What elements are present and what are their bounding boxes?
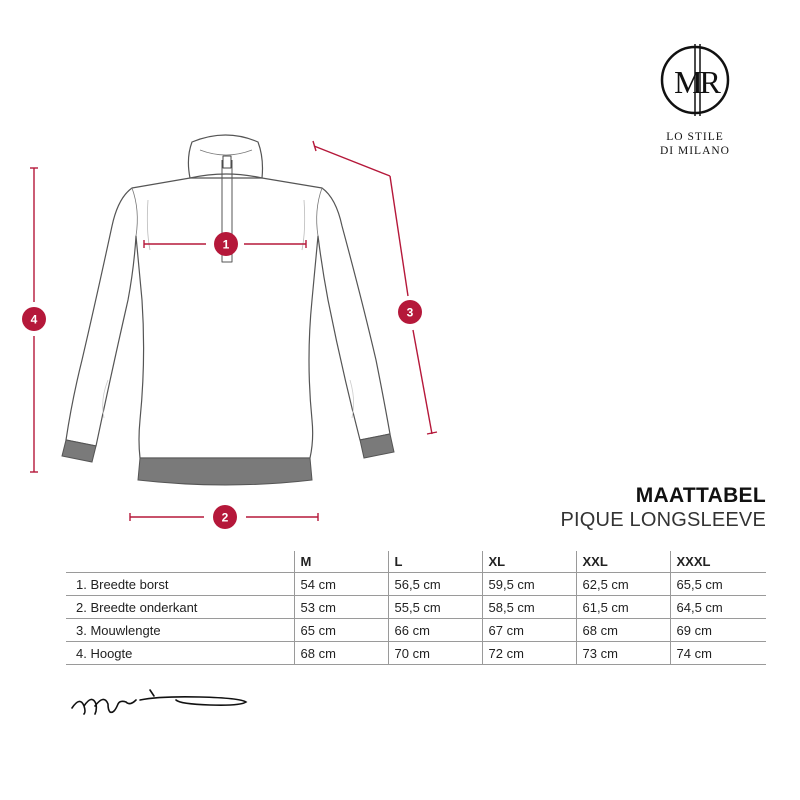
marker-2 xyxy=(213,505,237,529)
column-header: M xyxy=(294,551,388,573)
row-label: 3. Mouwlengte xyxy=(66,619,294,642)
row-label: 2. Breedte onderkant xyxy=(66,596,294,619)
table-cell: 56,5 cm xyxy=(388,573,482,596)
brand-logo xyxy=(662,44,728,116)
column-header: XXL xyxy=(576,551,670,573)
table-cell: 69 cm xyxy=(670,619,766,642)
table-cell: 66 cm xyxy=(388,619,482,642)
table-header-row xyxy=(66,551,766,573)
title-block xyxy=(561,484,767,532)
brand-line-1: LO STILE xyxy=(666,131,724,143)
size-table xyxy=(66,551,766,665)
table-cell: 64,5 cm xyxy=(670,596,766,619)
table-cell: 59,5 cm xyxy=(482,573,576,596)
table-row xyxy=(66,619,766,642)
column-header: L xyxy=(388,551,482,573)
brand-line-2: DI MILANO xyxy=(659,145,730,157)
table-cell: 61,5 cm xyxy=(576,596,670,619)
table-cell: 68 cm xyxy=(576,619,670,642)
table-cell: 53 cm xyxy=(294,596,388,619)
marker-4-label: 4 xyxy=(30,312,38,327)
signature xyxy=(72,690,246,714)
sweater-drawing xyxy=(66,135,390,458)
row-label: 4. Hoogte xyxy=(66,642,294,665)
hem-band xyxy=(138,458,312,485)
brand-monogram: MR xyxy=(674,64,718,100)
table-row xyxy=(66,573,766,596)
table-cell: 65 cm xyxy=(294,619,388,642)
table-cell: 73 cm xyxy=(576,642,670,665)
page-subtitle: PIQUE LONGSLEEVE xyxy=(560,509,766,531)
table-row xyxy=(66,642,766,665)
table-header-blank xyxy=(66,551,294,573)
table-cell: 55,5 cm xyxy=(388,596,482,619)
table-cell: 62,5 cm xyxy=(576,573,670,596)
table-cell: 68 cm xyxy=(294,642,388,665)
table-cell: 54 cm xyxy=(294,573,388,596)
marker-1-label: 1 xyxy=(222,237,230,252)
marker-4 xyxy=(22,307,46,331)
table-row xyxy=(66,596,766,619)
marker-3 xyxy=(398,300,422,324)
column-header: XL xyxy=(482,551,576,573)
marker-3-label: 3 xyxy=(406,305,414,320)
column-header: XXXL xyxy=(670,551,766,573)
page-title: MAATTABEL xyxy=(635,484,766,507)
row-label: 1. Breedte borst xyxy=(66,573,294,596)
table-cell: 58,5 cm xyxy=(482,596,576,619)
marker-1 xyxy=(214,232,238,256)
table-cell: 74 cm xyxy=(670,642,766,665)
marker-2-label: 2 xyxy=(221,510,229,525)
table-cell: 72 cm xyxy=(482,642,576,665)
table-cell: 65,5 cm xyxy=(670,573,766,596)
sweater-body xyxy=(66,178,390,458)
table-cell: 67 cm xyxy=(482,619,576,642)
table-cell: 70 cm xyxy=(388,642,482,665)
